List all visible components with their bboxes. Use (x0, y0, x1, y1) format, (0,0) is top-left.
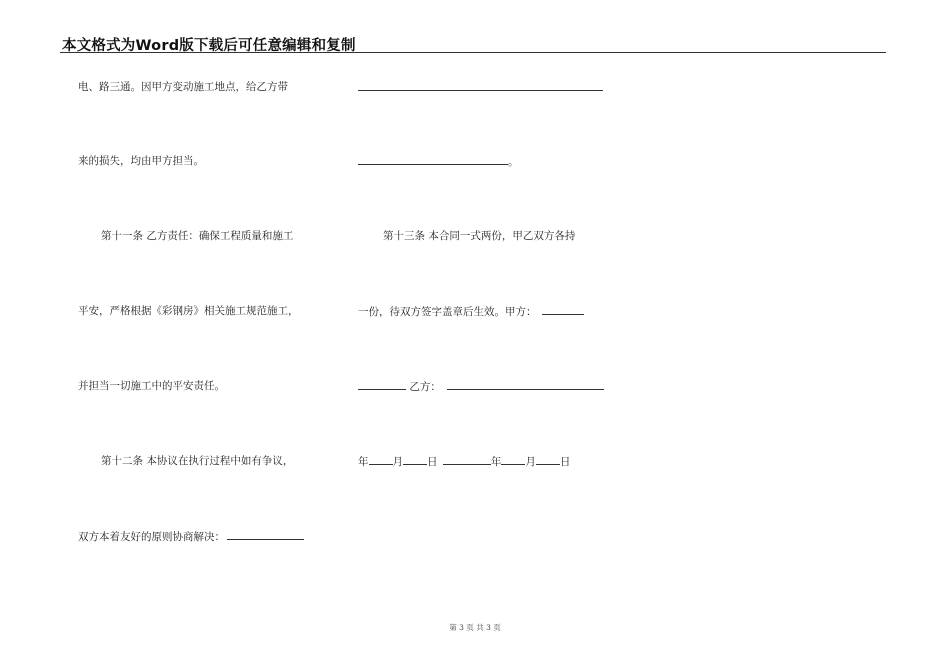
left-line-7-text: 双方本着友好的原则协商解决： (78, 531, 225, 543)
right-line-2-end: 。 (508, 156, 519, 168)
date-month-2-blank (501, 454, 525, 465)
article-13-heading: 第十三条 本合同一式两份，甲乙双方各持 (383, 230, 576, 242)
date-day-2-blank (536, 454, 560, 465)
right-blank-1 (358, 80, 603, 91)
right-line-2 (358, 154, 519, 169)
right-line-4 (358, 304, 584, 319)
date-line (358, 454, 570, 469)
header-divider (60, 52, 886, 53)
date-month-1: 月 (392, 456, 403, 468)
date-day-1: 日 (427, 456, 438, 468)
right-line-1 (358, 80, 603, 95)
date-month-1-blank (369, 454, 393, 465)
date-month-2: 月 (525, 456, 536, 468)
document-header-title: 本文格式为Word版下载后可任意编辑和复制 (62, 38, 356, 54)
article-12-heading: 第十二条 本协议在执行过程中如有争议， (101, 455, 294, 467)
resolution-blank (227, 529, 304, 540)
left-line-5: 并担当一切施工中的平安责任。 (78, 380, 225, 392)
date-day-2: 日 (559, 456, 571, 468)
left-line-7 (78, 529, 304, 544)
party-a-blank-cont (358, 379, 406, 390)
party-b-label: 乙方： (409, 381, 441, 393)
right-blank-2 (358, 154, 508, 165)
date-year-1: 年 (358, 456, 369, 468)
right-line-5 (358, 379, 604, 394)
page-number-footer: 第 3 页 共 3 页 (449, 623, 501, 632)
date-year-2-blank (443, 454, 491, 465)
left-line-1: 电、路三通。因甲方变动施工地点，给乙方带 (78, 81, 288, 93)
party-a-blank (542, 304, 584, 315)
party-a-label: 一份，待双方签字盖章后生效。甲方： (358, 306, 537, 318)
date-day-1-blank (403, 454, 427, 465)
left-line-2: 来的损失，均由甲方担当。 (78, 155, 204, 167)
article-11-heading: 第十一条 乙方责任：确保工程质量和施工 (101, 230, 294, 242)
date-year-2: 年 (490, 456, 502, 468)
party-b-blank (447, 379, 604, 390)
left-line-4: 平安，严格根据《彩钢房》相关施工规范施工， (78, 305, 299, 317)
